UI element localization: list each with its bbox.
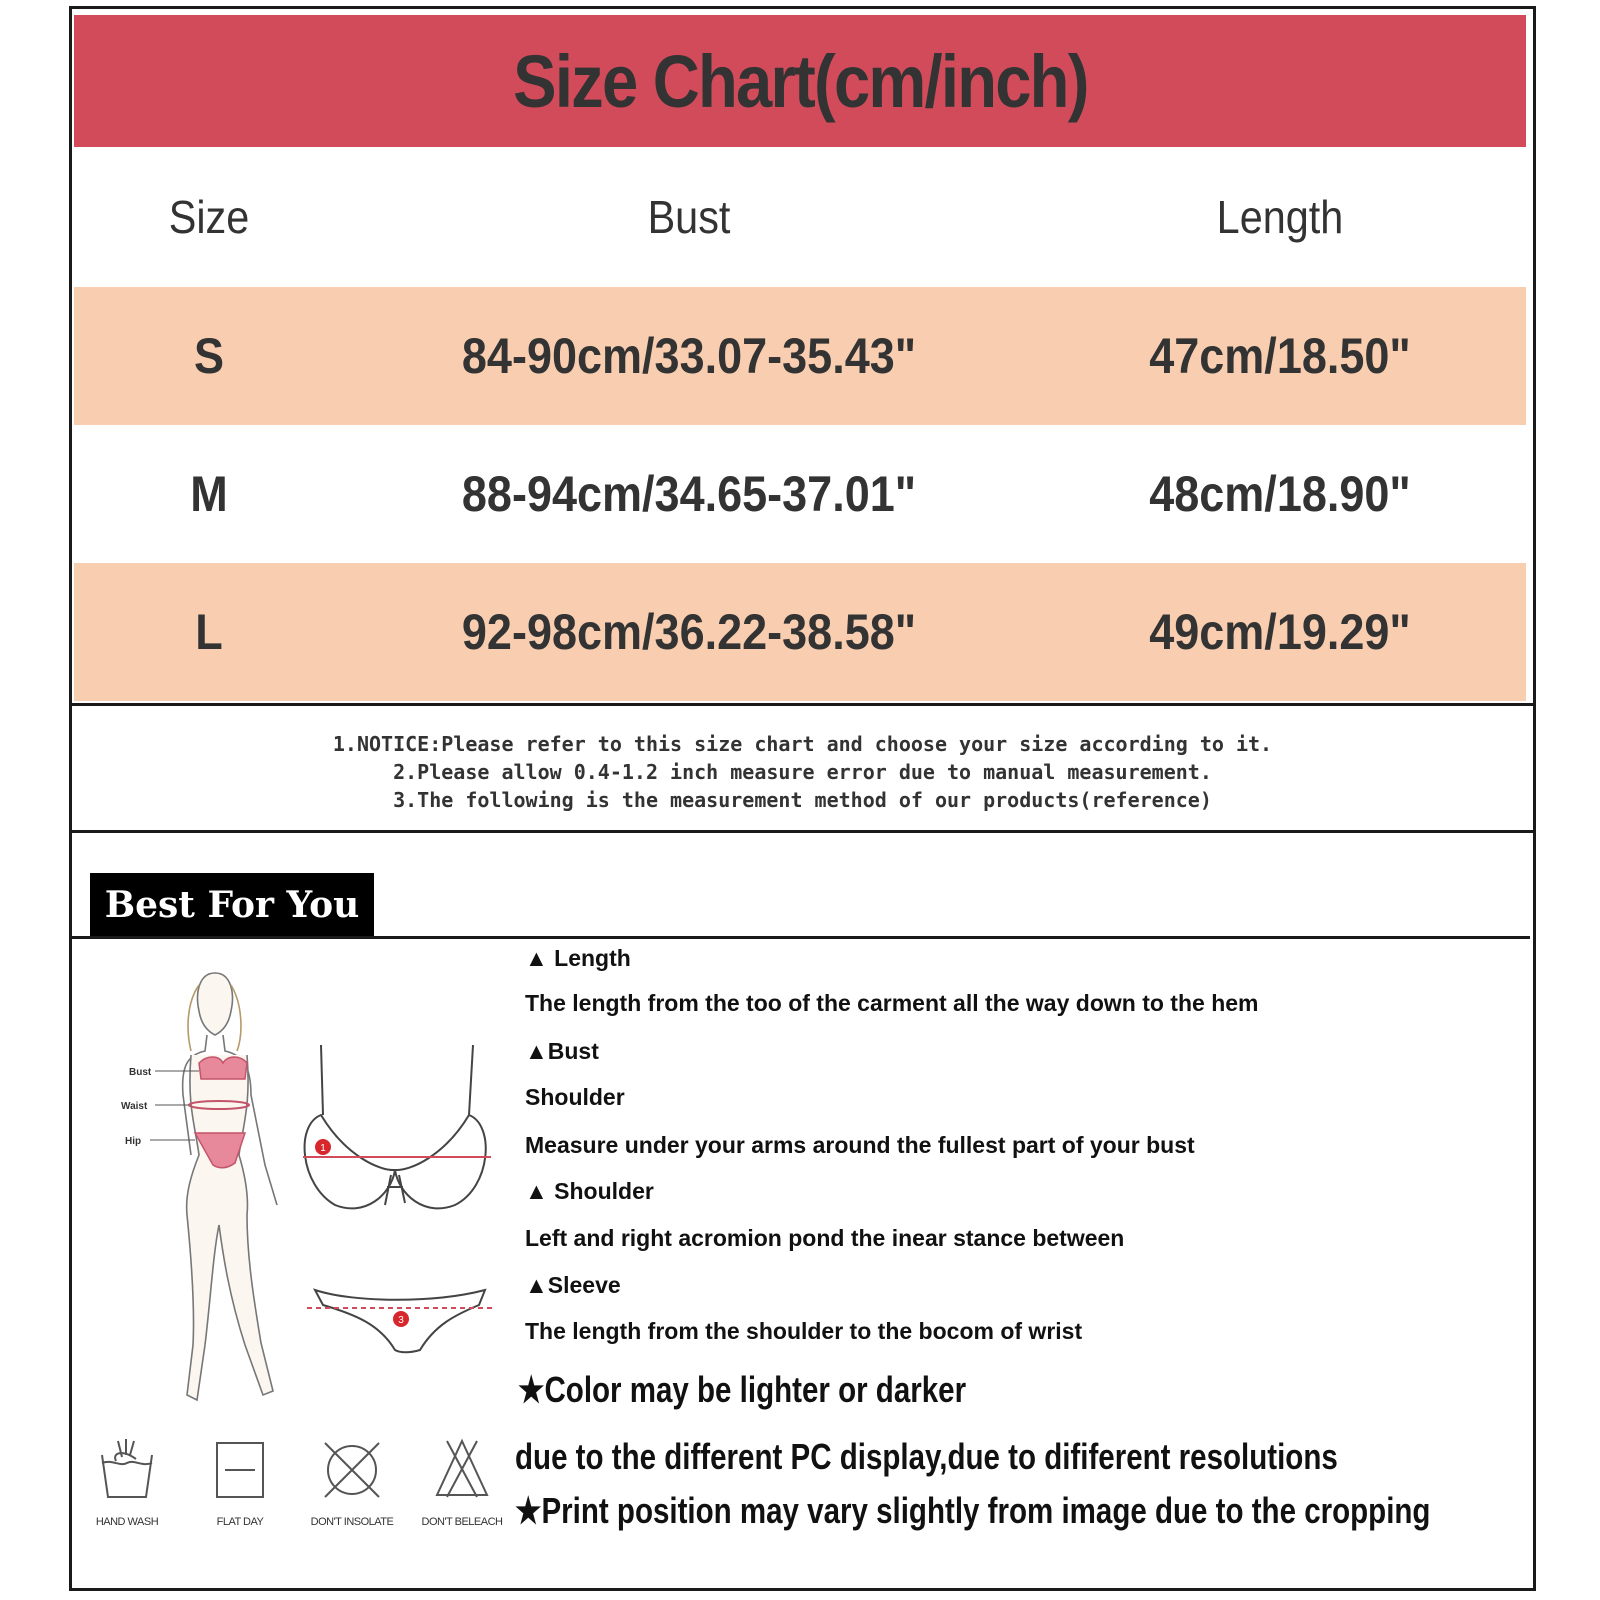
length-description: The length from the too of the carment all the way down to the hem: [525, 990, 1259, 1016]
bra-sketch: [305, 1045, 486, 1208]
table-divider: [69, 703, 1536, 706]
header-length: Length: [1216, 191, 1344, 243]
section-underline: [72, 936, 1530, 939]
length-heading: ▲ Length: [525, 945, 631, 971]
notice-line: 3.The following is the measurement method of our products(reference): [393, 788, 1212, 812]
header-bust: Bust: [647, 191, 731, 243]
hip-label: Hip: [125, 1136, 142, 1147]
table-row: [74, 287, 1526, 425]
care-item: [407, 1435, 517, 1528]
size-cell: L: [195, 604, 223, 660]
length-cell: 47cm/18.50": [1149, 328, 1411, 384]
hand-wash-icon: [92, 1435, 162, 1505]
notice-line: 2.Please allow 0.4-1.2 inch measure error due to manual measurement.: [393, 760, 1212, 784]
waist-label: Waist: [121, 1101, 148, 1112]
shoulder-heading: ▲ Shoulder: [525, 1178, 654, 1204]
bust-label: Bust: [129, 1067, 152, 1078]
care-label: FLAT DAY: [216, 1516, 264, 1528]
care-label: DON'T INSOLATE: [310, 1516, 394, 1528]
header-size: Size: [168, 191, 250, 243]
care-label: HAND WASH: [95, 1516, 159, 1528]
bust-heading: ▲Bust: [525, 1038, 599, 1064]
size-table: [74, 147, 1526, 701]
size-cell: S: [193, 328, 225, 384]
bust-cell: 92-98cm/36.22-38.58": [461, 604, 917, 660]
hip-marker: 3: [398, 1315, 404, 1326]
bust-cell: 88-94cm/34.65-37.01": [461, 466, 917, 522]
bust-cell: 84-90cm/33.07-35.43": [461, 328, 917, 384]
color-note: ★Color may be lighter or darker: [518, 1369, 967, 1410]
table-row: [74, 563, 1526, 701]
table-row: [74, 425, 1526, 563]
table-header-row: [74, 147, 1526, 287]
page-title: Size Chart(cm/inch): [512, 39, 1088, 123]
care-label: DON'T BELEACH: [421, 1516, 503, 1528]
notice-block: [72, 730, 1533, 814]
model-figure: [183, 973, 277, 1400]
display-note: due to the different PC display,due to dififerent resolutions: [515, 1436, 1338, 1477]
do-not-tumble-icon: [317, 1435, 387, 1505]
print-note: ★Print position may vary slightly from image due to the cropping: [515, 1490, 1431, 1531]
shoulder-word: Shoulder: [525, 1084, 625, 1110]
do-not-bleach-icon: [427, 1435, 497, 1505]
notice-line: 1.NOTICE:Please refer to this size chart and choose your size according to it.: [332, 732, 1273, 756]
bust-marker: 1: [320, 1143, 326, 1154]
length-cell: 48cm/18.90": [1149, 466, 1411, 522]
sleeve-description: The length from the shoulder to the bocom of wrist: [525, 1318, 1083, 1344]
flat-dry-icon: [205, 1435, 275, 1505]
size-cell: M: [190, 466, 228, 522]
shoulder-description: Left and right acromion pond the inear stance between: [525, 1225, 1125, 1251]
measurement-figure: [95, 955, 510, 1425]
sleeve-heading: ▲Sleeve: [525, 1272, 621, 1298]
title-banner: [74, 15, 1526, 147]
care-item: [72, 1435, 182, 1528]
bust-description: Measure under your arms around the fullest part of your bust: [525, 1132, 1195, 1158]
care-item: [297, 1435, 407, 1528]
notice-divider: [69, 830, 1536, 833]
length-cell: 49cm/19.29": [1149, 604, 1411, 660]
care-item: [185, 1435, 295, 1528]
section-tag: Best For You: [90, 873, 374, 937]
